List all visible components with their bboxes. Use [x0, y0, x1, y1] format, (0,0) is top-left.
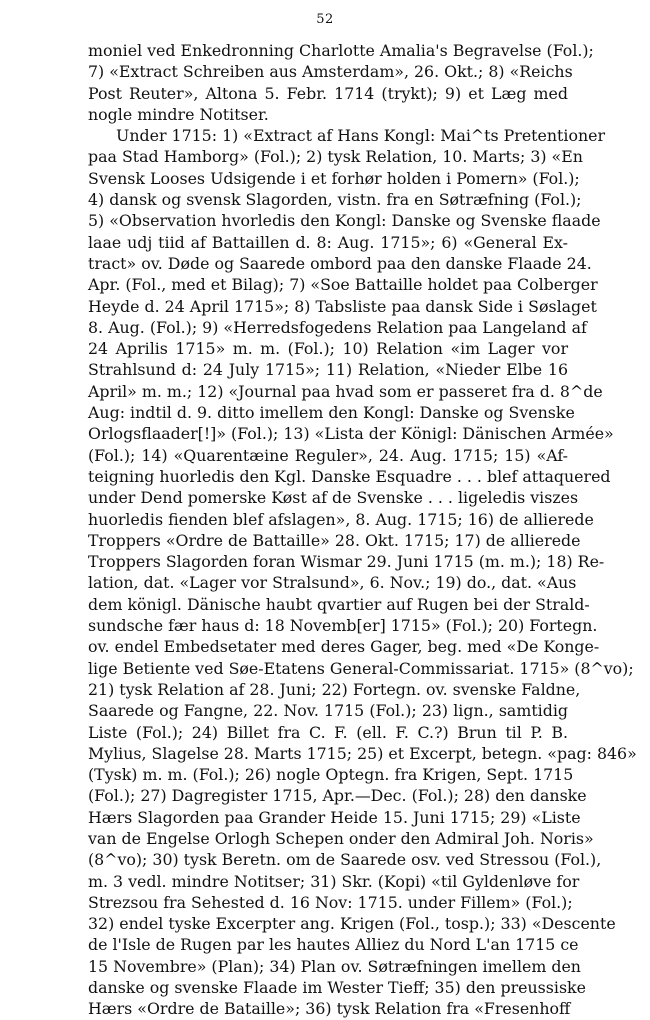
text-line: April» m. m.; 12) «Journal paa hvad som er passeret fra d. 8^de: [88, 381, 603, 401]
text-line: van de Engelse Orlogh Schepen onder den Admiral Joh. Noris»: [88, 828, 594, 848]
text-line: huorledis fienden blef afslagen», 8. Aug. 1715; 16) de allierede: [88, 509, 594, 529]
text-line: 15 Novembre» (Plan); 34) Plan ov. Søtræfningen imellem den: [88, 956, 581, 976]
text-line: paa Stad Hamborg» (Fol.); 2) tysk Relation, 10. Marts; 3) «En: [88, 147, 583, 167]
text-line: dem königl. Dänische haubt qvartier auf Rugen bei der Strald-: [88, 594, 590, 614]
text-line: Post Reuter», Altona 5. Febr. 1714 (trykt); 9) et Læg med: [88, 83, 568, 103]
text-line: (8^vo); 30) tysk Beretn. om de Saarede osv. ved Stressou (Fol.),: [88, 850, 602, 870]
text-line: 24 Aprilis 1715» m. m. (Fol.); 10) Relation «im Lager vor: [88, 339, 568, 359]
text-line: Aug: indtil d. 9. ditto imellem den Kongl: Danske og Svenske: [88, 403, 575, 423]
text-line: moniel ved Enkedronning Charlotte Amalia's Begravelse (Fol.);: [88, 41, 594, 60]
text-line: 32) endel tyske Excerpter ang. Krigen (Fol., tosp.); 33) «Descente: [88, 914, 616, 934]
text-line: Saarede og Fangne, 22. Nov. 1715 (Fol.); 23) lign., samtidig: [88, 701, 568, 721]
text-line: Troppers Slagorden foran Wismar 29. Juni 1715 (m. m.); 18) Re-: [88, 552, 605, 572]
text-line: Hærs Slagorden paa Grander Heide 15. Juni 1715; 29) «Liste: [88, 807, 581, 827]
text-line: lige Betiente ved Søe-Etatens General-Commissariat. 1715» (8^vo);: [88, 658, 634, 678]
text-line: 21) tysk Relation af 28. Juni; 22) Fortegn. ov. svenske Faldne,: [88, 679, 581, 699]
text-line: Svensk Looses Udsigende i et forhør holden i Pomern» (Fol.);: [88, 168, 580, 188]
text-line: laae udj tiid af Battaillen d. 8: Aug. 1715»; 6) «General Ex-: [88, 232, 568, 252]
text-line: danske og svenske Flaade im Wester Tieff; 35) den preussiske: [88, 978, 586, 998]
text-line: Troppers «Ordre de Battaille» 28. Okt. 1715; 17) de allierede: [88, 530, 581, 550]
text-line: lation, dat. «Lager vor Stralsund», 6. Nov.; 19) do., dat. «Aus: [88, 573, 577, 593]
text-line: tract» ov. Døde og Saarede ombord paa den danske Flaade 24.: [88, 253, 592, 273]
text-line: 8. Aug. (Fol.); 9) «Herredsfogedens Relation paa Langeland af: [88, 317, 587, 337]
text-line: Under 1715: 1) «Extract af Hans Kongl: Mai^ts Pretentioner: [116, 126, 606, 146]
text-line: ov. endel Embedsetater med deres Gager, beg. med «De Konge-: [88, 637, 600, 657]
text-line: Strezsou fra Sehested d. 16 Nov: 1715. under Fillem» (Fol.);: [88, 892, 573, 912]
text-line: Mylius, Slagelse 28. Marts 1715; 25) et Excerpt, betegn. «pag: 846»: [88, 743, 637, 763]
text-line: de l'Isle de Rugen par les hautes Alliez du Nord L'an 1715 ce: [88, 935, 579, 955]
text-line: 7) «Extract Schreiben aus Amsterdam», 26. Okt.; 8) «Reichs: [88, 62, 573, 82]
text-line: under Dend pomerske Køst af de Svenske . . . ligeledis viszes: [88, 488, 579, 508]
text-line: nogle mindre Notitser.: [88, 104, 269, 124]
body-text: [88, 40, 637, 1020]
text-line: (Fol.); 27) Dagregister 1715, Apr.—Dec. (Fol.); 28) den danske: [88, 786, 587, 806]
text-line: (Fol.); 14) «Quarentæine Reguler», 24. Aug. 1715; 15) «Af-: [88, 445, 568, 465]
text-line: 5) «Observation hvorledis den Kongl: Danske og Svenske flaade: [88, 211, 601, 231]
text-line: 4) dansk og svensk Slagorden, vistn. fra en Søtræfning (Fol.);: [88, 190, 582, 210]
text-line: Strahlsund d: 24 July 1715»; 11) Relation, «Nieder Elbe 16: [88, 360, 568, 380]
text-line: Hærs «Ordre de Bataille»; 36) tysk Relation fra «Fresenhoff: [88, 999, 571, 1019]
text-line: Apr. (Fol., med et Bilag); 7) «Soe Battaille holdet paa Colberger: [88, 275, 598, 295]
text-line: (Tysk) m. m. (Fol.); 26) nogle Optegn. fra Krigen, Sept. 1715: [88, 765, 574, 785]
text-line: m. 3 vedl. mindre Notitser; 31) Skr. (Kopi) «til Gyldenløve for: [88, 871, 580, 891]
text-line: Orlogsflaader[!]» (Fol.); 13) «Lista der Königl: Dänischen Armée»: [88, 424, 614, 444]
text-line: Liste (Fol.); 24) Billet fra C. F. (ell. F. C.?) Brun til P. B.: [88, 722, 568, 742]
page-number: 52: [316, 12, 334, 27]
text-line: Heyde d. 24 April 1715»; 8) Tabsliste paa dansk Side i Søslaget: [88, 296, 597, 316]
text-line: teigning huorledis den Kgl. Danske Esquadre . . . blef attaquered: [88, 466, 611, 486]
text-line: sundsche fær haus d: 18 Novemb[er] 1715» (Fol.); 20) Fortegn.: [88, 616, 598, 636]
